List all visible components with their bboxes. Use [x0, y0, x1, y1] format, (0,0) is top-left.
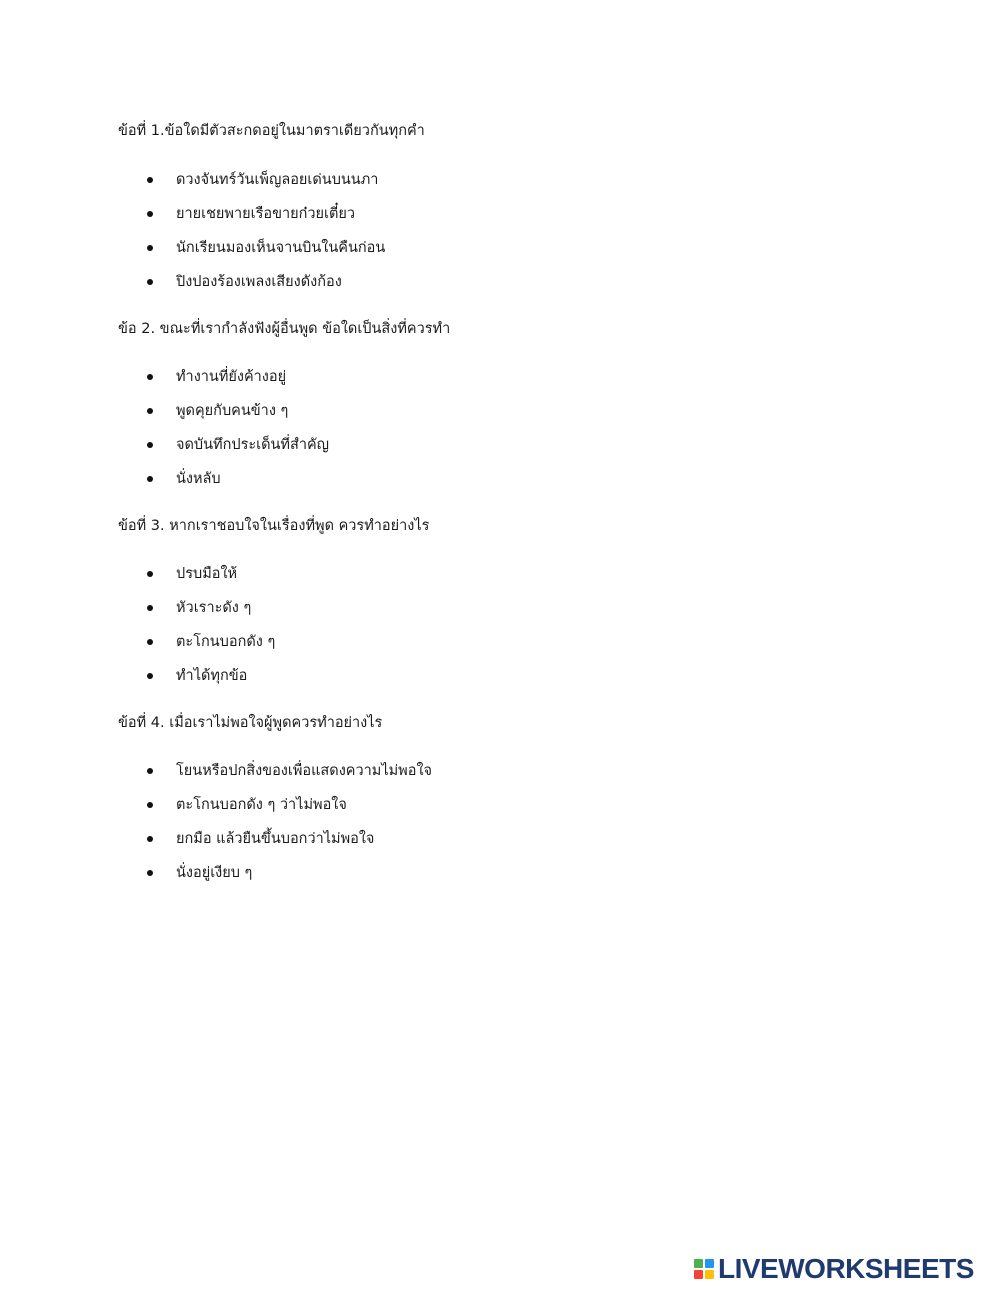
- logo-mark-icon: [694, 1259, 714, 1279]
- bullet-icon: [147, 768, 153, 774]
- option-label: ทำได้ทุกข้อ: [176, 668, 248, 684]
- question-2-text: ข้อ 2. ขณะที่เรากำลังฟังผู้อื่นพูด ข้อใดเป็นสิ่งที่ควรทำ: [118, 321, 451, 337]
- bullet-icon: [147, 177, 153, 183]
- option-label: หัวเราะดัง ๆ: [176, 600, 252, 616]
- option-label: จดบันทึกประเด็นที่สำคัญ: [176, 437, 330, 453]
- bullet-icon: [147, 408, 153, 414]
- option-label: ปิงปองร้องเพลงเสียงดังก้อง: [176, 274, 342, 290]
- bullet-icon: [147, 476, 153, 482]
- bullet-icon: [147, 374, 153, 380]
- option-label: ดวงจันทร์วันเพ็ญลอยเด่นบนนภา: [176, 172, 379, 188]
- bullet-icon: [147, 605, 153, 611]
- bullet-icon: [147, 211, 153, 217]
- option-label: ตะโกนบอกดัง ๆ ว่าไม่พอใจ: [176, 797, 347, 813]
- logo-mark-cell: [694, 1270, 703, 1279]
- question-1-text: ข้อที่ 1.ข้อใดมีตัวสะกดอยู่ในมาตราเดียวกันทุกคำ: [118, 123, 425, 139]
- option-label: ยกมือ แล้วยืนขึ้นบอกว่าไม่พอใจ: [176, 831, 375, 847]
- bullet-icon: [147, 673, 153, 679]
- logo-mark-cell: [705, 1259, 714, 1268]
- option-label: นั่งหลับ: [176, 471, 221, 487]
- option-label: นักเรียนมองเห็นจานบินในคืนก่อน: [176, 240, 386, 256]
- option-label: ยายเชยพายเรือขายก๋วยเตี๋ยว: [176, 206, 356, 222]
- bullet-icon: [147, 279, 153, 285]
- option-label: พูดคุยกับคนข้าง ๆ: [176, 403, 289, 419]
- bullet-icon: [147, 836, 153, 842]
- logo-text: LIVEWORKSHEETS: [718, 1253, 974, 1284]
- bullet-icon: [147, 639, 153, 645]
- option-label: ปรบมือให้: [176, 566, 238, 582]
- question-4-text: ข้อที่ 4. เมื่อเราไม่พอใจผู้พูดควรทำอย่างไร: [118, 715, 383, 731]
- question-3-text: ข้อที่ 3. หากเราชอบใจในเรื่องที่พูด ควรทำอย่างไร: [118, 518, 430, 534]
- option-label: โยนหรือปกสิ่งของเพื่อแสดงความไม่พอใจ: [176, 763, 433, 779]
- bullet-icon: [147, 870, 153, 876]
- bullet-icon: [147, 802, 153, 808]
- bullet-icon: [147, 571, 153, 577]
- bullet-icon: [147, 442, 153, 448]
- liveworksheets-logo: [694, 1253, 974, 1284]
- option-label: ตะโกนบอกดัง ๆ: [176, 634, 276, 650]
- option-label: ทำงานที่ยังค้างอยู่: [176, 369, 287, 385]
- option-label: นั่งอยู่เงียบ ๆ: [176, 865, 253, 881]
- bullet-icon: [147, 245, 153, 251]
- logo-mark-cell: [705, 1270, 714, 1279]
- logo-mark-cell: [694, 1259, 703, 1268]
